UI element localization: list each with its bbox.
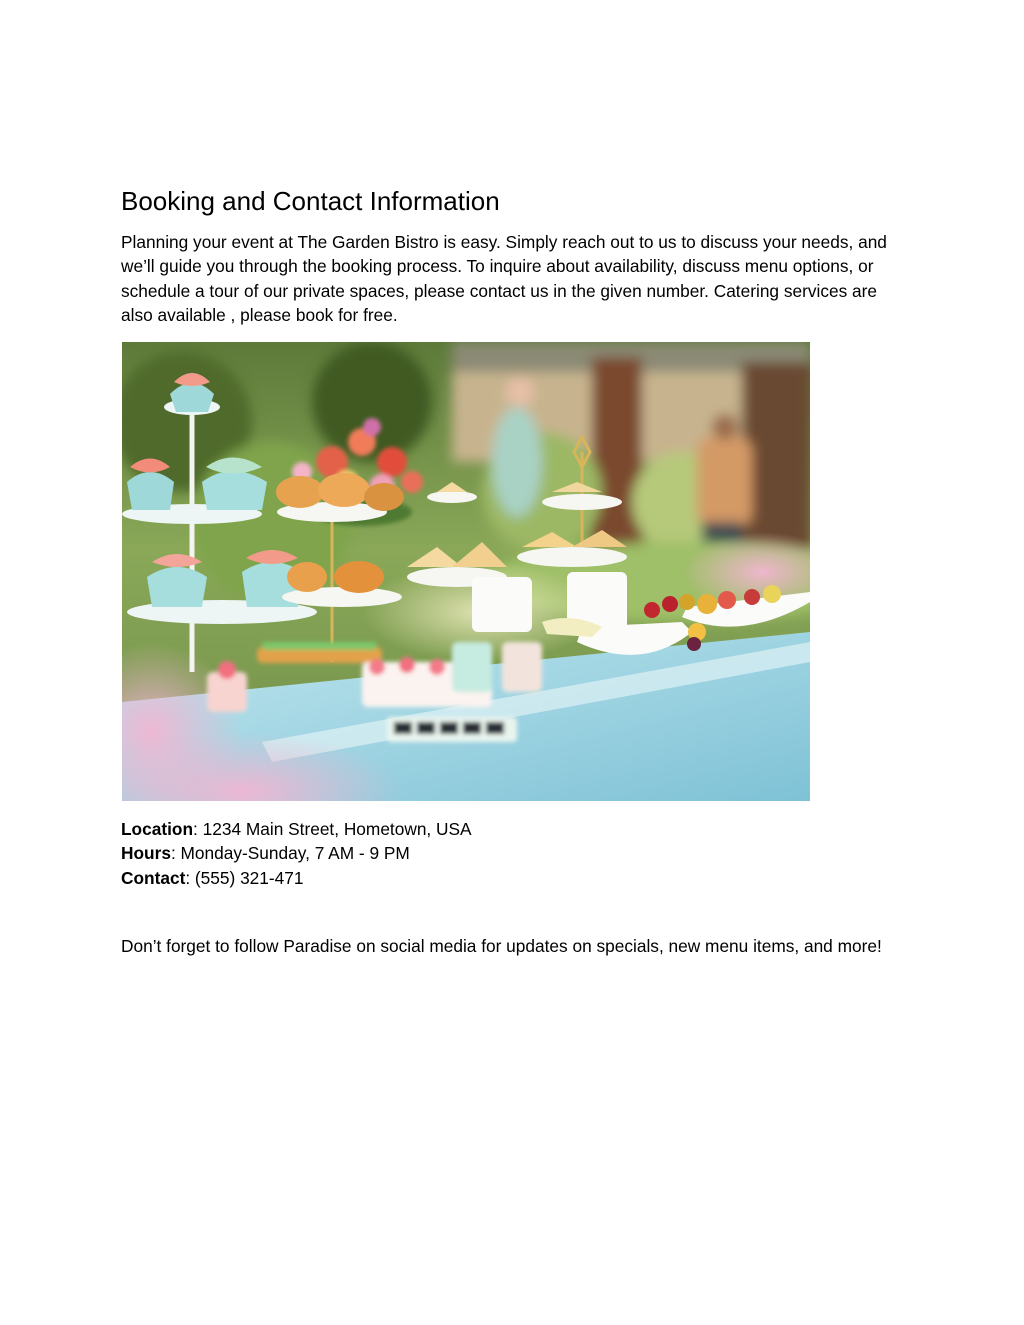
document-page <box>121 184 911 958</box>
hours-value: : Monday-Sunday, 7 AM - 9 PM <box>170 843 410 864</box>
contact-details <box>121 817 911 890</box>
contact-value: : (555) 321-471 <box>185 867 304 888</box>
location-value: : 1234 Main Street, Hometown, USA <box>193 819 472 840</box>
location-line <box>121 817 911 841</box>
contact-line <box>121 866 911 890</box>
buffet-photo <box>122 342 810 801</box>
page-title: Booking and Contact Information <box>121 186 500 216</box>
contact-label: Contact <box>121 867 186 888</box>
social-media-note: Don’t forget to follow Paradise on social media for updates on specials, new menu items, and more! <box>121 936 882 957</box>
intro-paragraph: Planning your event at The Garden Bistro is easy. Simply reach out to us to discuss your needs, and we’ll guide you through the booking process. To inquire about availability, discuss menu options, or schedule a tour of our private spaces, please contact us in the given number. Catering services are also available , please book for free. <box>121 232 887 325</box>
location-label: Location <box>121 819 194 840</box>
hours-label: Hours <box>121 843 171 864</box>
hours-line <box>121 841 911 865</box>
